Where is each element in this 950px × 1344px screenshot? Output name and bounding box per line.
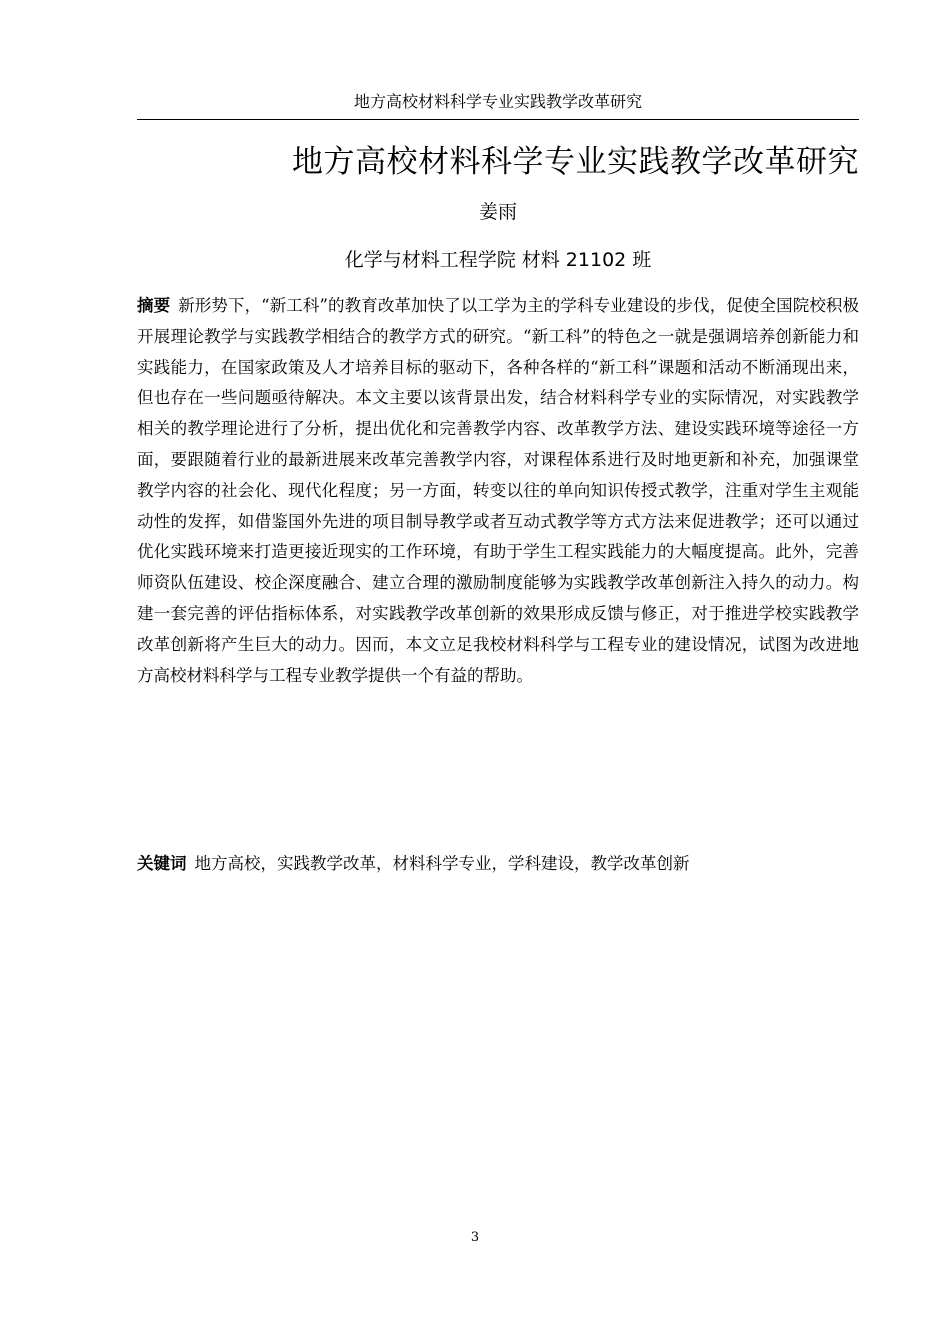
paper-title: 地方高校材料科学专业实践教学改革研究 <box>292 144 859 180</box>
keywords-label: 关键词 <box>137 854 187 873</box>
header-rule <box>137 119 859 120</box>
keywords-paragraph <box>137 849 859 879</box>
running-header: 地方高校材料科学专业实践教学改革研究 <box>353 92 642 111</box>
abstract-label: 摘要 <box>137 296 171 315</box>
abstract-paragraph <box>137 291 859 691</box>
keywords-text: 地方高校，实践教学改革，材料科学专业，学科建设，教学改革创新 <box>194 854 690 873</box>
author-affiliation: 化学与材料工程学院 材料 21102 班 <box>344 249 652 271</box>
abstract-text: 新形势下，“新工科”的教育改革加快了以工学为主的学科专业建设的步伐，促使全国院校积极开展理论教学与实践教学相结合的教学方式的研究。“新工科”的特色之一就是强调培养创新能力和实践能力，在国家政策及人才培养目标的驱动下，各种各样的“新工科”课题和活动不断涌现出来，但也存在一些问题亟待解决。本文主要以该背景出发，结合材料科学专业的实际情况，对实践教学相关的教学理论进行了分析，提出优化和完善教学内容、改革教学方法、建设实践环境等途径一方面，要跟随着行业的最新进展来改革完善教学内容，对课程体系进行及时地更新和补充，加强课堂教学内容的社会化、现代化程度；另一方面，转变以往的单向知识传授式教学，注重对学生主观能动性的发挥，如借鉴国外先进的项目制导教学或者互动式教学等方式方法来促进教学；还可以通过优化实践环境来打造更接近现实的工作环境，有助于学生工程实践能力的大幅度提高。此外，完善师资队伍建设、校企深度融合、建立合理的激励制度能够为实践教学改革创新注入持久的动力。构建一套完善的评估指标体系，对实践教学改革创新的效果形成反馈与修正，对于推进学校实践教学改革创新将产生巨大的动力。因而，本文立足我校材料科学与工程专业的建设情况，试图为改进地方高校材料科学与工程专业教学提供一个有益的帮助。 <box>137 296 860 685</box>
author-name: 姜雨 <box>478 201 517 223</box>
page-number: 3 <box>470 1230 480 1245</box>
